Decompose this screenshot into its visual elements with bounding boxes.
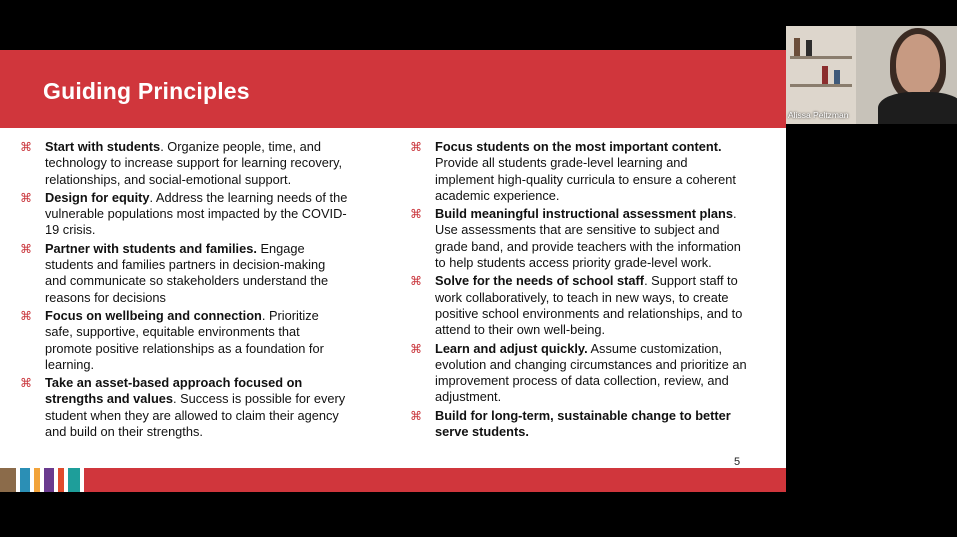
list-item <box>410 273 750 338</box>
command-bullet-icon: ⌘ <box>410 140 422 154</box>
item-heading: Partner with students and families. <box>45 240 257 256</box>
list-item <box>20 190 350 239</box>
item-heading: Focus students on the most important content. <box>435 139 722 154</box>
stripe <box>44 468 54 492</box>
item-heading: Focus on wellbeing and connection <box>45 307 262 323</box>
list-item <box>410 408 750 441</box>
left-column <box>20 139 350 442</box>
item-text: . Use assessments that are sensitive to subject and grade band, and provide teachers with the information to help students access priority grade-level work. <box>435 206 741 271</box>
command-bullet-icon: ⌘ <box>20 241 32 256</box>
item-text: Provide all students grade-level learning and implement high-quality curricula to ensure a coherent academic experience. <box>435 155 736 203</box>
item-text: . Organize people, time, and technology to increase support for learning recovery, relationships, and social-emotional support. <box>45 139 343 187</box>
book <box>834 70 840 84</box>
list-item <box>20 139 350 188</box>
command-bullet-icon: ⌘ <box>410 341 422 356</box>
person-face <box>896 34 940 94</box>
stripe <box>20 468 30 492</box>
command-bullet-icon: ⌘ <box>410 274 422 289</box>
participant-video-tile[interactable] <box>786 26 957 124</box>
presentation-slide <box>0 50 786 492</box>
slide-title: Guiding Principles <box>43 78 250 104</box>
list-item <box>410 206 750 271</box>
command-bullet-icon: ⌘ <box>20 376 32 391</box>
page-number: 5 <box>734 456 741 468</box>
list-item <box>20 308 350 373</box>
shelf-row <box>790 56 852 59</box>
item-heading: Build for long-term, sustainable change to better serve students. <box>435 407 731 440</box>
command-bullet-icon: ⌘ <box>20 140 32 154</box>
person-body <box>878 92 957 124</box>
list-item <box>20 375 350 440</box>
item-text: Engage students and families partners in decision-making and communicate so stakeholders understand the reasons for decisions <box>45 240 329 305</box>
item-heading: Learn and adjust quickly. <box>435 340 588 356</box>
item-text: . Address the learning needs of the vulnerable populations most impacted by the COVID-19 crisis. <box>45 189 348 238</box>
list-item <box>410 341 750 406</box>
wall-background <box>856 26 957 124</box>
item-text: . Success is possible for every student when they are allowed to claim their agency and build on their strengths. <box>45 391 346 440</box>
item-text: Assume customization, evolution and changing circumstances and prioritize an improvement process of data collection, review, and adjustment. <box>435 340 747 405</box>
item-heading: Build meaningful instructional assessment plans <box>435 206 733 222</box>
command-bullet-icon: ⌘ <box>410 408 422 423</box>
item-heading: Start with students <box>45 139 161 154</box>
list-item <box>410 139 750 204</box>
item-heading: Solve for the needs of school staff <box>435 273 645 289</box>
item-text: . Support staff to work collaboratively, to teach in new ways, to create positive school environments and relationships, and to attend to their own well-being. <box>435 273 743 338</box>
brand-stripes <box>0 468 84 492</box>
item-heading: Design for equity <box>45 189 150 205</box>
footer-bar <box>0 468 786 492</box>
item-text: . Prioritize safe, supportive, equitable environments that promote positive relationships as a foundation for learning. <box>45 307 324 372</box>
list-item <box>20 241 350 306</box>
item-heading: Take an asset-based approach focused on strengths and values <box>45 375 303 407</box>
stripe <box>80 468 84 492</box>
stripe <box>0 468 16 492</box>
shelf-row <box>790 84 852 87</box>
right-column <box>410 139 750 442</box>
command-bullet-icon: ⌘ <box>20 190 32 205</box>
command-bullet-icon: ⌘ <box>20 308 32 323</box>
book <box>822 66 828 84</box>
title-bar <box>0 50 786 128</box>
command-bullet-icon: ⌘ <box>410 207 422 222</box>
book <box>794 38 800 56</box>
stripe <box>68 468 80 492</box>
participant-name: Alissa Peltzman <box>788 110 849 120</box>
book <box>806 40 812 56</box>
